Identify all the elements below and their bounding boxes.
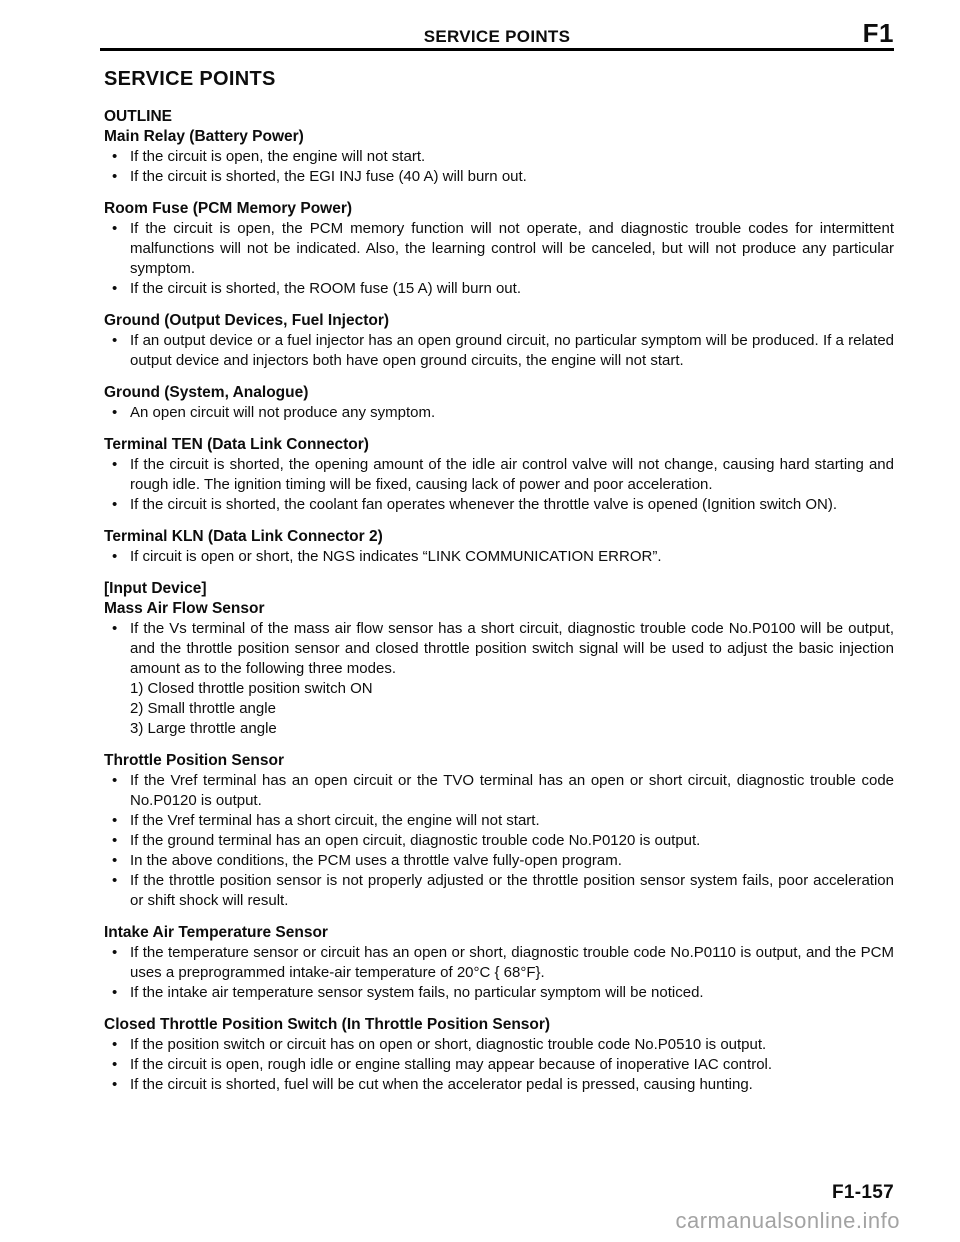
bullet-icon: [104, 619, 130, 679]
bullet-item: [104, 943, 894, 983]
bullet-icon: [104, 771, 130, 811]
section: [104, 199, 894, 299]
content-area: [104, 68, 894, 1095]
bullet-text: If the Vref terminal has a short circuit, the engine will not start.: [130, 812, 540, 829]
bullet-item: [104, 403, 894, 423]
header-title: SERVICE POINTS: [423, 27, 571, 46]
header-divider: [100, 48, 894, 51]
bullet-text: If the Vref terminal has an open circuit or the TVO terminal has an open or short circuit, diagnostic trouble code No.P0120 is output.: [130, 772, 894, 809]
bullet-item: [104, 771, 894, 811]
bullet-text: If the circuit is shorted, the opening amount of the idle air control valve will not change, causing hard starting and rough idle. The ignition timing will be fixed, causing lack of power and poor acceleration.: [130, 456, 894, 493]
bullet-text: If the temperature sensor or circuit has an open or short, diagnostic trouble code No.P0110 is output, and the PCM uses a preprogrammed intake-air temperature of 20°C { 68°F}.: [130, 944, 894, 981]
section-heading: Mass Air Flow Sensor: [104, 600, 265, 617]
section-heading: OUTLINE: [104, 108, 173, 125]
bullet-text: If the circuit is shorted, the EGI INJ fuse (40 A) will burn out.: [130, 168, 527, 185]
bullet-text: If circuit is open or short, the NGS indicates “LINK COMMUNICATION ERROR”.: [130, 548, 662, 565]
numbered-item: 2) Small throttle angle: [130, 700, 276, 717]
bullet-icon: [104, 331, 130, 371]
watermark: carmanualsonline.info: [675, 1208, 900, 1233]
bullet-icon: [104, 1055, 130, 1075]
section: [104, 579, 894, 739]
bullet-text: If the circuit is shorted, the coolant fan operates whenever the throttle valve is opened (Ignition switch ON).: [130, 496, 838, 513]
bullet-icon: [104, 147, 130, 167]
bullet-item: [104, 147, 894, 167]
numbered-item: 3) Large throttle angle: [130, 720, 277, 737]
section-heading: Room Fuse (PCM Memory Power): [104, 200, 353, 217]
section-heading: Throttle Position Sensor: [104, 752, 284, 769]
bullet-item: [104, 547, 894, 567]
header-page-code: F1: [862, 18, 894, 48]
numbered-item: 1) Closed throttle position switch ON: [130, 680, 373, 697]
bullet-item: [104, 1075, 894, 1095]
page-title: SERVICE POINTS: [104, 68, 276, 90]
bullet-item: [104, 495, 894, 515]
bullet-text: In the above conditions, the PCM uses a throttle valve fully-open program.: [130, 852, 622, 869]
bullet-text: If the circuit is open, the PCM memory function will not operate, and diagnostic trouble codes for intermittent malfunctions will not be indicated. Also, the learning control will be canceled, but will not produce any particular symptom.: [130, 220, 894, 277]
section: [104, 383, 894, 423]
bullet-text: If an output device or a fuel injector has an open ground circuit, no particular symptom will be produced. If a related output device and injectors both have open ground circuits, the engine will not start.: [130, 332, 894, 369]
section-heading: Ground (Output Devices, Fuel Injector): [104, 312, 390, 329]
bullet-item: [104, 167, 894, 187]
bullet-item: [104, 871, 894, 911]
bullet-text: An open circuit will not produce any symptom.: [130, 404, 436, 421]
bullet-item: [104, 851, 894, 871]
bullet-text: If the position switch or circuit has on open or short, diagnostic trouble code No.P0510 is output.: [130, 1036, 767, 1053]
bullet-icon: [104, 167, 130, 187]
section: [104, 751, 894, 911]
bullet-item: [104, 279, 894, 299]
section-heading: Closed Throttle Position Switch (In Throttle Position Sensor): [104, 1016, 551, 1033]
section: [104, 311, 894, 371]
bullet-icon: [104, 983, 130, 1003]
page-number: F1-157: [831, 1182, 894, 1203]
section-heading: Main Relay (Battery Power): [104, 128, 304, 145]
bullet-item: [104, 619, 894, 679]
section: [104, 527, 894, 567]
bullet-icon: [104, 455, 130, 495]
bullet-icon: [104, 403, 130, 423]
bullet-item: [104, 1055, 894, 1075]
bullet-item: [104, 831, 894, 851]
bullet-icon: [104, 831, 130, 851]
bullet-icon: [104, 1035, 130, 1055]
section-heading: Intake Air Temperature Sensor: [104, 924, 328, 941]
section: [104, 107, 894, 187]
section-heading: Ground (System, Analogue): [104, 384, 309, 401]
bullet-item: [104, 455, 894, 495]
bullet-icon: [104, 495, 130, 515]
bullet-icon: [104, 279, 130, 299]
bullet-icon: [104, 811, 130, 831]
bullet-text: If the circuit is shorted, the ROOM fuse (15 A) will burn out.: [130, 280, 521, 297]
bullet-icon: [104, 219, 130, 279]
bullet-item: [104, 219, 894, 279]
bullet-text: If the throttle position sensor is not properly adjusted or the throttle position sensor system fails, poor acceleration or shift shock will result.: [130, 872, 894, 909]
bullet-item: [104, 331, 894, 371]
page-header: [100, 20, 894, 50]
bullet-icon: [104, 851, 130, 871]
bullet-text: If the intake air temperature sensor system fails, no particular symptom will be noticed.: [130, 984, 704, 1001]
bullet-icon: [104, 547, 130, 567]
bullet-text: If the circuit is open, the engine will not start.: [130, 148, 426, 165]
section-heading: Terminal KLN (Data Link Connector 2): [104, 528, 383, 545]
bullet-text: If the Vs terminal of the mass air flow sensor has a short circuit, diagnostic trouble code No.P0100 will be output, and the throttle position sensor and closed throttle position switch signal will be used to adjust the basic injection amount as to the following three modes.: [130, 620, 894, 677]
section-heading: Terminal TEN (Data Link Connector): [104, 436, 369, 453]
section: [104, 1015, 894, 1095]
bullet-item: [104, 1035, 894, 1055]
bullet-text: If the circuit is shorted, fuel will be cut when the accelerator pedal is pressed, causing hunting.: [130, 1076, 753, 1093]
bullet-text: If the ground terminal has an open circuit, diagnostic trouble code No.P0120 is output.: [130, 832, 701, 849]
section-heading: [Input Device]: [104, 580, 207, 597]
bullet-text: If the circuit is open, rough idle or engine stalling may appear because of inoperative IAC control.: [130, 1056, 773, 1073]
section: [104, 435, 894, 515]
bullet-item: [104, 983, 894, 1003]
bullet-item: [104, 811, 894, 831]
bullet-icon: [104, 871, 130, 911]
sections-container: [104, 107, 894, 1095]
bullet-icon: [104, 943, 130, 983]
bullet-icon: [104, 1075, 130, 1095]
section: [104, 923, 894, 1003]
